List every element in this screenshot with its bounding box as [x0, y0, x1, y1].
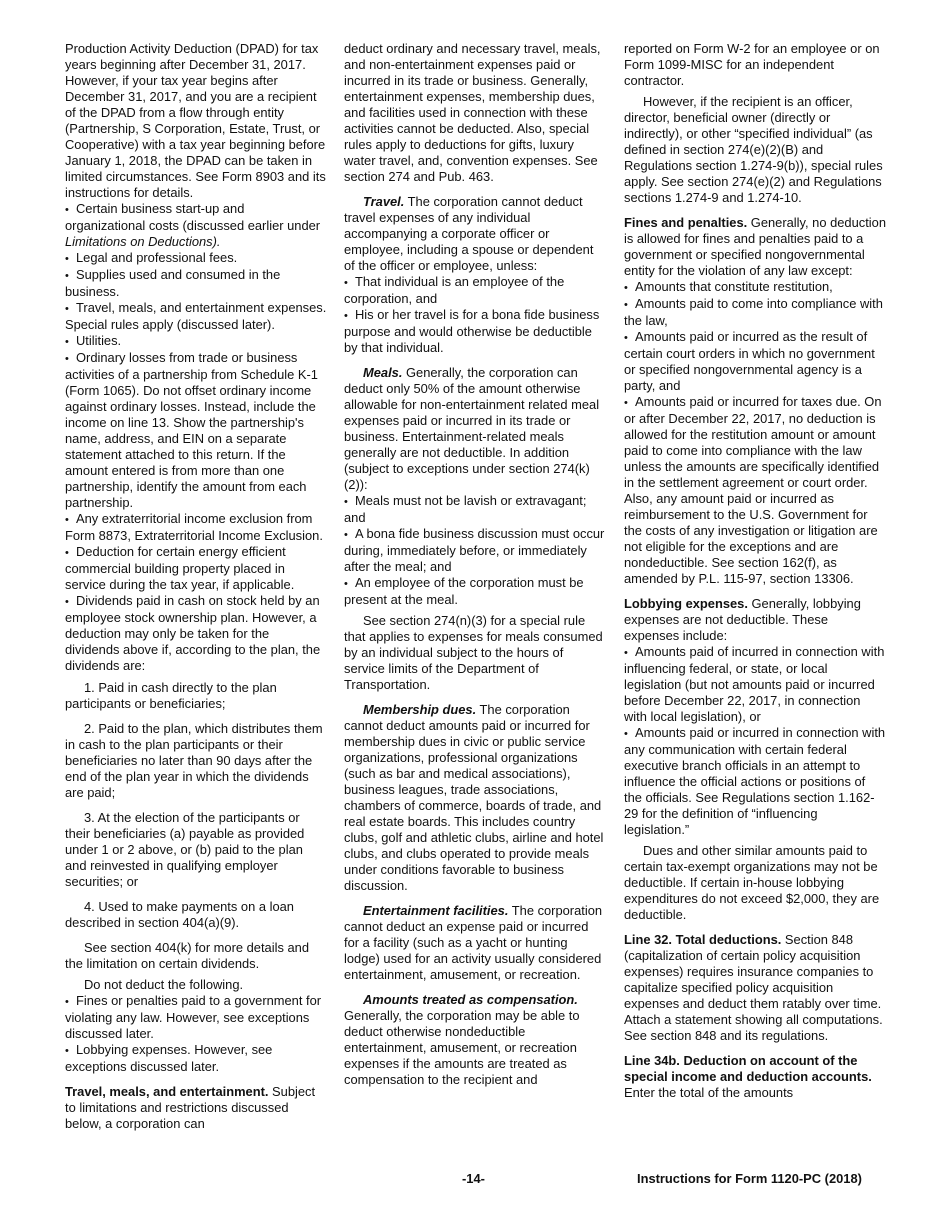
section-text: Section 848 (capitalization of certain policy acquisition expenses) requires insurance companies to capitalize specified policy acquisition expenses and deduct them ratably over time. Attach a statement showing all computations. See section 848 and its regulations. [624, 932, 883, 1043]
column-left [65, 41, 327, 1132]
section-heading: Line 34b. Deduction on account of the special income and deduction accounts. [624, 1053, 872, 1084]
bullet-item: • Amounts paid to come into compliance with the law, [624, 296, 886, 329]
bullet-item: • Supplies used and consumed in the business. [65, 267, 327, 300]
subsection-text: The corporation cannot deduct travel expenses of any individual accompanying a corporate officer or employee, including a spouse or dependent of the officer or employee, unless: [344, 194, 594, 273]
bullet-item: • His or her travel is for a bona fide business purpose and would otherwise be deductible by that individual. [344, 307, 606, 356]
subsection-paragraph [344, 194, 606, 274]
bullet-item: • Amounts paid or incurred in connection with any communication with certain federal executive branch officials in an attempt to influence the official actions or positions of the officials. See Regulations section 1.162-29 for the definition of “influencing legislation.” [624, 725, 886, 838]
bullet-item: • Deduction for certain energy efficient commercial building property placed in service during the tax year, if applicable. [65, 544, 327, 593]
section-text: Generally, no deduction is allowed for fines and penalties paid to a government or specified nongovernmental entity for the violation of any law except: [624, 215, 887, 278]
section-text: Subject to limitations and restrictions discussed below, a corporation can [65, 1084, 316, 1131]
bullet-item: • Amounts paid of incurred in connection with influencing federal, or state, or local legislation (but not amounts paid or incurred before December 22, 2017, in connection with local legislation), or [624, 644, 886, 725]
section-paragraph [624, 1053, 886, 1101]
bullet-item [65, 201, 327, 250]
bullet-item: • Utilities. [65, 333, 327, 350]
subsection-paragraph [344, 702, 606, 894]
bullet-item: • Amounts paid or incurred as the result of certain court orders in which no government or specified nongovernmental agency is a party, and [624, 329, 886, 394]
section-heading: Travel, meals, and entertainment. [65, 1084, 269, 1099]
form-title: Instructions for Form 1120-PC (2018) [637, 1171, 862, 1186]
bullet-text: Certain business start-up and organizational costs (discussed earlier under [65, 201, 321, 233]
section-paragraph [624, 215, 886, 279]
section-heading: Fines and penalties. [624, 215, 748, 230]
paragraph: See section 404(k) for more details and the limitation on certain dividends. [65, 940, 309, 971]
subsection-paragraph [344, 365, 606, 493]
paragraph: However, if the recipient is an officer, director, beneficial owner (directly or indirectly), or other “specified individual” (as defined in section 274(e)(2)(B) and Regulations section 1.274-9(b)), special rules apply. See section 274(e)(2) and Regulations sections 1.274-9 and 1.274-10. [624, 94, 883, 205]
bullet-item: • Meals must not be lavish or extravagant; and [344, 493, 606, 526]
numbered-item: 4. Used to make payments on a loan described in section 404(a)(9). [65, 899, 294, 930]
bullet-item: • An employee of the corporation must be present at the meal. [344, 575, 606, 608]
section-paragraph [624, 932, 886, 1044]
bullet-item: • Travel, meals, and entertainment expenses. Special rules apply (discussed later). [65, 300, 327, 333]
section-paragraph [65, 1084, 327, 1132]
section-heading: Line 32. Total deductions. [624, 932, 782, 947]
bullet-item: • That individual is an employee of the corporation, and [344, 274, 606, 307]
paragraph: Production Activity Deduction (DPAD) for tax years beginning after December 31, 2017. However, if your tax year begins after December 31, 2017, and you are a recipient of the DPAD from a flow through entity (Partnership, S Corporation, Estate, Trust, or Cooperative) with a tax year beginning before January 1, 2018, the DPAD can be taken in limited circumstances. See Form 8903 and its instructions for details. [65, 41, 326, 200]
bullet-item: • Amounts that constitute restitution, [624, 279, 886, 296]
bullet-item: • Fines or penalties paid to a government for violating any law. However, see exceptions discussed later. [65, 993, 327, 1042]
page-number: -14- [462, 1171, 485, 1186]
bullet-item: • Legal and professional fees. [65, 250, 327, 267]
subsection-heading: Membership dues. [363, 702, 477, 717]
bullet-item: • Dividends paid in cash on stock held by an employee stock ownership plan. However, a deduction may only be taken for the dividends above if, according to the plan, the dividends are: [65, 593, 327, 674]
subsection-text: The corporation cannot deduct amounts paid or incurred for membership dues in civic or public service organizations, professional organizations (such as bar and medical associations), business leagues, trade associations, chambers of commerce, boards of trade, and real estate boards. This includes country clubs, golf and athletic clubs, airline and hotel clubs, and clubs operated to provide meals under conditions favorable to business discussion. [344, 702, 604, 893]
paragraph: Do not deduct the following. [84, 977, 244, 992]
section-text: Enter the total of the amounts [624, 1085, 794, 1100]
column-middle [344, 41, 606, 1088]
bullet-item: • Lobbying expenses. However, see exceptions discussed later. [65, 1042, 327, 1075]
subsection-heading: Meals. [363, 365, 403, 380]
bullet-item: • Ordinary losses from trade or business activities of a partnership from Schedule K-1 (Form 1065). Do not offset ordinary income against ordinary losses. Instead, include the income on line 13. Show the partnership's name, address, and EIN on a separate statement attached to this return. If the amount entered is from more than one partnership, identify the amount from each partnership. [65, 350, 327, 511]
subsection-paragraph [344, 992, 606, 1088]
subsection-heading: Entertainment facilities. [363, 903, 509, 918]
paragraph: Dues and other similar amounts paid to certain tax-exempt organizations may not be deductible. If certain in-house lobbying expenditures do not exceed $2,000, they are deductible. [624, 843, 880, 922]
subsection-paragraph [344, 903, 606, 983]
column-right [624, 41, 886, 1101]
italic-ref: Limitations on Deductions). [65, 234, 221, 249]
section-text: Generally, lobbying expenses are not deductible. These expenses include: [624, 596, 861, 643]
subsection-text: Generally, the corporation can deduct only 50% of the amount otherwise allowable for non-entertainment related meal expenses paid or incurred in its trade or business. Entertainment-related meals generally are not deductible. In addition (subject to exceptions under section 274(k)(2)): [344, 365, 600, 492]
subsection-heading: Travel. [363, 194, 405, 209]
bullet-item: • Amounts paid or incurred for taxes due. On or after December 22, 2017, no deduction is allowed for the restitution amount or amount paid to come into compliance with the law unless the amounts are specifically identified in the settlement agreement or court order. Also, any amount paid or incurred as reimbursement to the U.S. Government for the costs of any investigation or litigation are not eligible for the exceptions and are nondeductible. See section 162(f), as amended by P.L. 115-97, section 13306. [624, 394, 886, 587]
subsection-heading: Amounts treated as compensation. [363, 992, 578, 1007]
numbered-item: 1. Paid in cash directly to the plan participants or beneficiaries; [65, 680, 277, 711]
numbered-item: 3. At the election of the participants or their beneficiaries (a) payable as provided under 1 or 2 above, or (b) paid to the plan and reinvested in qualifying employer securities; or [65, 810, 305, 889]
bullet-item: • Any extraterritorial income exclusion from Form 8873, Extraterritorial Income Exclusion. [65, 511, 327, 544]
bullet-item: • A bona fide business discussion must occur during, immediately before, or immediately after the meal; and [344, 526, 606, 575]
subsection-text: Generally, the corporation may be able to deduct otherwise nondeductible entertainment, amusement, or recreation expenses if the amounts are treated as compensation to the recipient and [344, 1008, 580, 1087]
section-paragraph [624, 596, 886, 644]
paragraph: reported on Form W-2 for an employee or on Form 1099-MISC for an independent contractor. [624, 41, 880, 88]
subsection-text: The corporation cannot deduct an expense paid or incurred for a facility (such as a yacht or hunting lodge) used for an activity usually considered entertainment, amusement, or recreation. [344, 903, 603, 982]
paragraph: See section 274(n)(3) for a special rule that applies to expenses for meals consumed by an individual subject to the hours of service limits of the Department of Transportation. [344, 613, 603, 692]
numbered-item: 2. Paid to the plan, which distributes them in cash to the plan participants or their beneficiaries no later than 90 days after the end of the plan year in which the dividends are paid; [65, 721, 323, 800]
paragraph: deduct ordinary and necessary travel, meals, and non-entertainment expenses paid or incurred in its trade or business. Generally, entertainment expenses, membership dues, and facilities used in connection with these activities cannot be deducted. Also, special rules apply to deductions for gifts, luxury water travel, and, convention expenses. See section 274 and Pub. 463. [344, 41, 601, 184]
section-heading: Lobbying expenses. [624, 596, 748, 611]
